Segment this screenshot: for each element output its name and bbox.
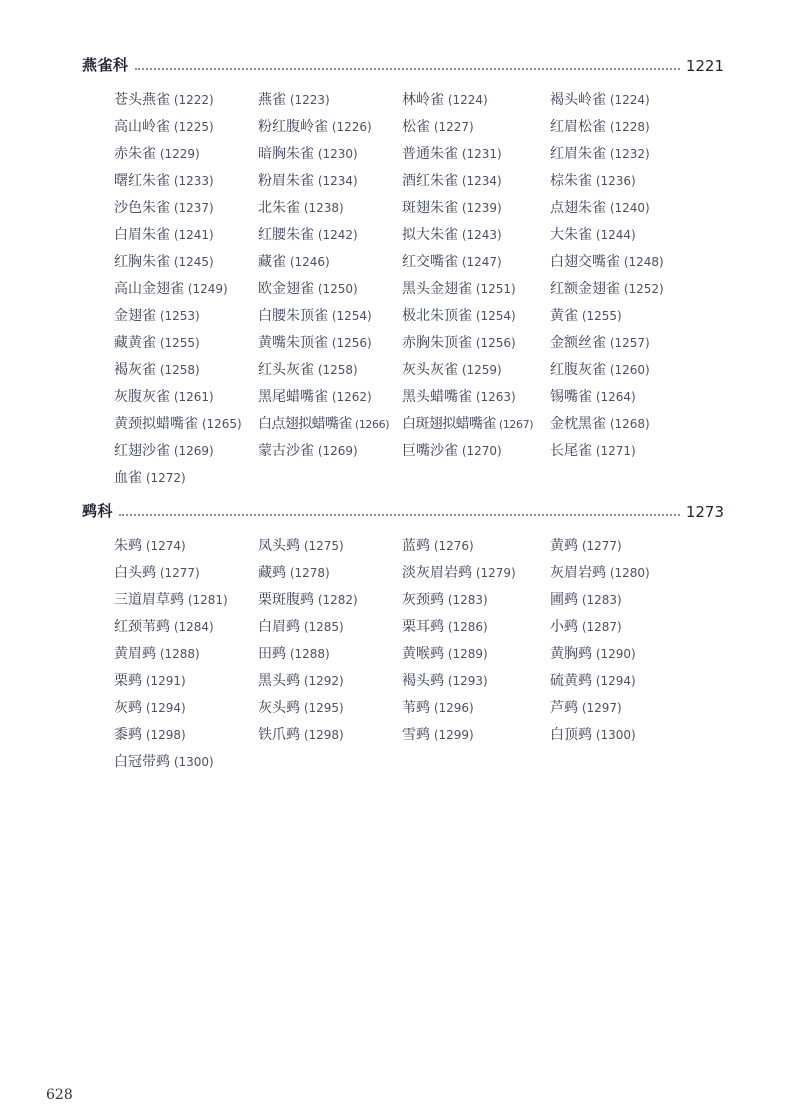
species-name: 粉红腹岭雀 [258,118,328,135]
index-entry: 白头鹀 (1277) [114,564,200,581]
entry-page-number: 1285 [308,619,340,634]
index-entry: 斑翅朱雀 (1239) [402,199,502,216]
entry-page-number: 1232 [614,146,646,161]
species-name: 白冠带鹀 [114,753,170,770]
entry-page-number: 1269 [178,443,210,458]
index-entry: 藏鹀 (1278) [258,564,330,581]
index-entry: 红颈苇鹀 (1284) [114,618,214,635]
entry-page-number: 1238 [308,200,340,215]
species-name: 普通朱雀 [402,145,458,162]
entry-page-number: 1266 [358,417,386,431]
species-name: 苇鹀 [402,699,430,716]
entry-page-number: 1262 [336,389,368,404]
index-entry: 松雀 (1227) [402,118,474,135]
index-entry: 暗胸朱雀 (1230) [258,145,358,162]
species-name: 极北朱顶雀 [402,307,472,324]
index-entry: 苇鹀 (1296) [402,699,474,716]
entry-page-number: 1288 [294,646,326,661]
entry-page-number: 1236 [600,173,632,188]
entry-page-number: 1298 [150,727,182,742]
species-name: 黄颈拟蜡嘴雀 [114,415,198,432]
index-entry: 黄颈拟蜡嘴雀 (1265) [114,415,242,432]
species-name: 苍头燕雀 [114,91,170,108]
section-page-number: 1273 [685,503,724,521]
entry-page-number: 1250 [322,281,354,296]
entry-page-number: 1294 [150,700,182,715]
species-name: 斑翅朱雀 [402,199,458,216]
entry-page-number: 1246 [294,254,326,269]
species-name: 林岭雀 [402,91,444,108]
species-name: 藏黄雀 [114,334,156,351]
entry-page-number: 1251 [480,281,512,296]
species-name: 欧金翅雀 [258,280,314,297]
species-name: 栗鹀 [114,672,142,689]
index-entry: 北朱雀 (1238) [258,199,344,216]
entry-page-number: 1272 [150,470,182,485]
entry-page-number: 1282 [322,592,354,607]
entry-page-number: 1278 [294,565,326,580]
species-name: 长尾雀 [550,442,592,459]
entry-page-number: 1224 [452,92,484,107]
index-entry: 圃鹀 (1283) [550,591,622,608]
species-name: 棕朱雀 [550,172,592,189]
entry-page-number: 1257 [614,335,646,350]
index-entry: 白顶鹀 (1300) [550,726,636,743]
index-entry: 拟大朱雀 (1243) [402,226,502,243]
index-entry: 红眉松雀 (1228) [550,118,650,135]
entry-page-number: 1258 [322,362,354,377]
entry-page-number: 1258 [164,362,196,377]
entry-page-number: 1283 [586,592,618,607]
entry-page-number: 1264 [600,389,632,404]
entry-page-number: 1231 [466,146,498,161]
entry-page-number: 1229 [164,146,196,161]
entry-page-number: 1297 [586,700,618,715]
species-name: 褐头岭雀 [550,91,606,108]
entry-page-number: 1256 [480,335,512,350]
species-name: 拟大朱雀 [402,226,458,243]
index-entry: 高山岭雀 (1225) [114,118,214,135]
species-name: 红眉松雀 [550,118,606,135]
species-name: 红头灰雀 [258,361,314,378]
index-entry: 红头灰雀 (1258) [258,361,358,378]
index-entry: 灰眉岩鹀 (1280) [550,564,650,581]
species-name: 锡嘴雀 [550,388,592,405]
entry-page-number: 1241 [178,227,210,242]
species-name: 红腰朱雀 [258,226,314,243]
entry-page-number: 1223 [294,92,326,107]
index-entry: 锡嘴雀 (1264) [550,388,636,405]
index-entry: 赤朱雀 (1229) [114,145,200,162]
species-name: 田鹀 [258,645,286,662]
species-name: 灰腹灰雀 [114,388,170,405]
index-entry: 凤头鹀 (1275) [258,537,344,554]
index-entry: 黄胸鹀 (1290) [550,645,636,662]
index-entry: 黑尾蜡嘴雀 (1262) [258,388,372,405]
species-name: 铁爪鹀 [258,726,300,743]
entry-page-number: 1295 [308,700,340,715]
entry-page-number: 1299 [438,727,470,742]
entry-page-number: 1259 [466,362,498,377]
index-entry: 白冠带鹀 (1300) [114,753,214,770]
entry-page-number: 1296 [438,700,470,715]
index-entry: 苍头燕雀 (1222) [114,91,214,108]
species-name: 三道眉草鹀 [114,591,184,608]
entry-page-number: 1300 [600,727,632,742]
entry-page-number: 1277 [586,538,618,553]
species-name: 酒红朱雀 [402,172,458,189]
species-name: 黄胸鹀 [550,645,592,662]
entry-page-number: 1227 [438,119,470,134]
entry-page-number: 1249 [192,281,224,296]
entry-page-number: 1225 [178,119,210,134]
index-entry: 粉眉朱雀 (1234) [258,172,358,189]
index-entry: 白斑翅拟蜡嘴雀 (1267) [402,415,534,432]
entry-page-number: 1252 [628,281,660,296]
species-name: 金枕黑雀 [550,415,606,432]
index-entry: 高山金翅雀 (1249) [114,280,228,297]
entry-grid [114,531,724,774]
section-header [82,53,724,75]
index-entry: 黑头金翅雀 (1251) [402,280,516,297]
index-entry: 黍鹀 (1298) [114,726,186,743]
species-name: 北朱雀 [258,199,300,216]
index-entry: 大朱雀 (1244) [550,226,636,243]
species-name: 松雀 [402,118,430,135]
index-entry: 黄雀 (1255) [550,307,622,324]
index-entry: 灰头灰雀 (1259) [402,361,502,378]
species-name: 藏鹀 [258,564,286,581]
entry-page-number: 1281 [192,592,224,607]
index-entry: 金枕黑雀 (1268) [550,415,650,432]
index-entry: 灰头鹀 (1295) [258,699,344,716]
entry-page-number: 1234 [466,173,498,188]
species-name: 暗胸朱雀 [258,145,314,162]
dot-leader [119,514,680,516]
entry-page-number: 1268 [614,416,646,431]
entry-page-number: 1222 [178,92,210,107]
entry-page-number: 1253 [164,308,196,323]
species-name: 栗耳鹀 [402,618,444,635]
species-name: 曙红朱雀 [114,172,170,189]
entry-page-number: 1254 [336,308,368,323]
index-entry: 淡灰眉岩鹀 (1279) [402,564,516,581]
index-entry: 赤胸朱顶雀 (1256) [402,334,516,351]
entry-page-number: 1224 [614,92,646,107]
species-name: 红眉朱雀 [550,145,606,162]
index-entry: 金翅雀 (1253) [114,307,200,324]
index-entry: 三道眉草鹀 (1281) [114,591,228,608]
entry-page-number: 1288 [164,646,196,661]
species-name: 粉眉朱雀 [258,172,314,189]
species-name: 白眉鹀 [258,618,300,635]
species-name: 赤胸朱顶雀 [402,334,472,351]
species-name: 红额金翅雀 [550,280,620,297]
entry-page-number: 1280 [614,565,646,580]
entry-page-number: 1263 [480,389,512,404]
index-entry: 酒红朱雀 (1234) [402,172,502,189]
index-entry: 褐头鹀 (1293) [402,672,488,689]
species-name: 巨嘴沙雀 [402,442,458,459]
species-name: 白头鹀 [114,564,156,581]
species-name: 淡灰眉岩鹀 [402,564,472,581]
species-name: 白眉朱雀 [114,226,170,243]
entry-page-number: 1286 [452,619,484,634]
species-name: 蓝鹀 [402,537,430,554]
index-entry: 红腹灰雀 (1260) [550,361,650,378]
species-name: 沙色朱雀 [114,199,170,216]
entry-page-number: 1261 [178,389,210,404]
index-entry: 藏黄雀 (1255) [114,334,200,351]
species-name: 黄眉鹀 [114,645,156,662]
species-name: 凤头鹀 [258,537,300,554]
index-entry: 栗斑腹鹀 (1282) [258,591,358,608]
species-name: 朱鹀 [114,537,142,554]
entry-page-number: 1243 [466,227,498,242]
index-entry: 红额金翅雀 (1252) [550,280,664,297]
entry-page-number: 1245 [178,254,210,269]
entry-page-number: 1287 [586,619,618,634]
index-entry: 黑头蜡嘴雀 (1263) [402,388,516,405]
entry-page-number: 1260 [614,362,646,377]
index-entry: 白腰朱顶雀 (1254) [258,307,372,324]
index-entry: 黄嘴朱顶雀 (1256) [258,334,372,351]
index-entry: 白眉鹀 (1285) [258,618,344,635]
section-fringillidae [82,53,724,490]
entry-page-number: 1244 [600,227,632,242]
species-name: 黑头鹀 [258,672,300,689]
entry-page-number: 1269 [322,443,354,458]
index-entry: 褐灰雀 (1258) [114,361,200,378]
index-entry: 林岭雀 (1224) [402,91,488,108]
index-entry: 灰颈鹀 (1283) [402,591,488,608]
section-title: 鹀科 [82,502,114,520]
entry-page-number: 1240 [614,200,646,215]
species-name: 点翅朱雀 [550,199,606,216]
entry-page-number: 1239 [466,200,498,215]
species-name: 高山岭雀 [114,118,170,135]
index-entry: 褐头岭雀 (1224) [550,91,650,108]
species-name: 黑头金翅雀 [402,280,472,297]
index-entry: 黄喉鹀 (1289) [402,645,488,662]
index-entry: 普通朱雀 (1231) [402,145,502,162]
entry-page-number: 1270 [466,443,498,458]
entry-page-number: 1300 [178,754,210,769]
species-name: 黄喉鹀 [402,645,444,662]
index-entry: 白翅交嘴雀 (1248) [550,253,664,270]
species-name: 灰鹀 [114,699,142,716]
index-entry: 朱鹀 (1274) [114,537,186,554]
section-emberizidae [82,499,724,774]
species-name: 蒙古沙雀 [258,442,314,459]
species-name: 红腹灰雀 [550,361,606,378]
species-name: 灰头灰雀 [402,361,458,378]
species-name: 灰头鹀 [258,699,300,716]
section-page-number: 1221 [685,57,724,75]
index-entry: 蓝鹀 (1276) [402,537,474,554]
species-name: 硫黄鹀 [550,672,592,689]
index-entry: 藏雀 (1246) [258,253,330,270]
species-name: 红颈苇鹀 [114,618,170,635]
index-entry: 曙红朱雀 (1233) [114,172,214,189]
species-name: 小鹀 [550,618,578,635]
species-name: 赤朱雀 [114,145,156,162]
entry-page-number: 1267 [502,417,530,431]
species-name: 高山金翅雀 [114,280,184,297]
entry-page-number: 1256 [336,335,368,350]
entry-page-number: 1226 [336,119,368,134]
species-name: 芦鹀 [550,699,578,716]
species-name: 黍鹀 [114,726,142,743]
species-name: 红交嘴雀 [402,253,458,270]
entry-page-number: 1255 [586,308,618,323]
index-entry: 黄眉鹀 (1288) [114,645,200,662]
index-entry: 白眉朱雀 (1241) [114,226,214,243]
entry-page-number: 1283 [452,592,484,607]
index-entry: 灰鹀 (1294) [114,699,186,716]
entry-page-number: 1274 [150,538,182,553]
entry-page-number: 1292 [308,673,340,688]
species-name: 金额丝雀 [550,334,606,351]
index-entry: 芦鹀 (1297) [550,699,622,716]
entry-page-number: 1276 [438,538,470,553]
species-name: 红翅沙雀 [114,442,170,459]
index-entry: 栗鹀 (1291) [114,672,186,689]
species-name: 褐灰雀 [114,361,156,378]
entry-page-number: 1247 [466,254,498,269]
index-entry: 红翅沙雀 (1269) [114,442,214,459]
species-name: 白翅交嘴雀 [550,253,620,270]
entry-page-number: 1279 [480,565,512,580]
species-name: 燕雀 [258,91,286,108]
entry-page-number: 1277 [164,565,196,580]
species-name: 大朱雀 [550,226,592,243]
index-entry: 黄鹀 (1277) [550,537,622,554]
entry-page-number: 1294 [600,673,632,688]
species-name: 藏雀 [258,253,286,270]
index-entry: 沙色朱雀 (1237) [114,199,214,216]
entry-page-number: 1230 [322,146,354,161]
index-entry: 燕雀 (1223) [258,91,330,108]
species-name: 灰颈鹀 [402,591,444,608]
index-entry: 灰腹灰雀 (1261) [114,388,214,405]
species-name: 黄雀 [550,307,578,324]
entry-page-number: 1265 [206,416,238,431]
index-entry: 点翅朱雀 (1240) [550,199,650,216]
species-name: 黄嘴朱顶雀 [258,334,328,351]
index-entry: 巨嘴沙雀 (1270) [402,442,502,459]
entry-page-number: 1298 [308,727,340,742]
index-entry: 粉红腹岭雀 (1226) [258,118,372,135]
index-entry: 长尾雀 (1271) [550,442,636,459]
entry-page-number: 1233 [178,173,210,188]
species-name: 黑头蜡嘴雀 [402,388,472,405]
species-name: 白腰朱顶雀 [258,307,328,324]
species-name: 金翅雀 [114,307,156,324]
index-entry: 小鹀 (1287) [550,618,622,635]
species-name: 栗斑腹鹀 [258,591,314,608]
entry-grid [114,85,724,490]
index-entry: 红腰朱雀 (1242) [258,226,358,243]
page-number: 628 [46,1087,73,1103]
index-entry: 血雀 (1272) [114,469,186,486]
entry-page-number: 1254 [480,308,512,323]
species-name: 灰眉岩鹀 [550,564,606,581]
entry-page-number: 1290 [600,646,632,661]
species-name: 白顶鹀 [550,726,592,743]
entry-page-number: 1228 [614,119,646,134]
index-entry: 雪鹀 (1299) [402,726,474,743]
species-name: 黑尾蜡嘴雀 [258,388,328,405]
index-entry: 红胸朱雀 (1245) [114,253,214,270]
entry-page-number: 1291 [150,673,182,688]
entry-page-number: 1242 [322,227,354,242]
entry-page-number: 1271 [600,443,632,458]
index-entry: 白点翅拟蜡嘴雀 (1266) [258,415,390,432]
species-name: 白斑翅拟蜡嘴雀 [402,415,496,432]
entry-page-number: 1237 [178,200,210,215]
entry-page-number: 1284 [178,619,210,634]
entry-page-number: 1275 [308,538,340,553]
index-entry: 栗耳鹀 (1286) [402,618,488,635]
index-entry: 红眉朱雀 (1232) [550,145,650,162]
entry-page-number: 1255 [164,335,196,350]
entry-page-number: 1289 [452,646,484,661]
species-name: 白点翅拟蜡嘴雀 [258,415,352,432]
index-entry: 田鹀 (1288) [258,645,330,662]
entry-page-number: 1234 [322,173,354,188]
index-entry: 蒙古沙雀 (1269) [258,442,358,459]
species-name: 圃鹀 [550,591,578,608]
species-name: 黄鹀 [550,537,578,554]
index-entry: 欧金翅雀 (1250) [258,280,358,297]
entry-page-number: 1248 [628,254,660,269]
section-title: 燕雀科 [82,56,129,74]
index-entry: 红交嘴雀 (1247) [402,253,502,270]
index-entry: 黑头鹀 (1292) [258,672,344,689]
index-entry: 极北朱顶雀 (1254) [402,307,516,324]
entry-page-number: 1293 [452,673,484,688]
index-entry: 金额丝雀 (1257) [550,334,650,351]
section-header [82,499,724,521]
species-name: 褐头鹀 [402,672,444,689]
index-entry: 铁爪鹀 (1298) [258,726,344,743]
index-entry: 棕朱雀 (1236) [550,172,636,189]
species-name: 雪鹀 [402,726,430,743]
species-name: 血雀 [114,469,142,486]
species-name: 红胸朱雀 [114,253,170,270]
dot-leader [135,68,680,70]
index-entry: 硫黄鹀 (1294) [550,672,636,689]
